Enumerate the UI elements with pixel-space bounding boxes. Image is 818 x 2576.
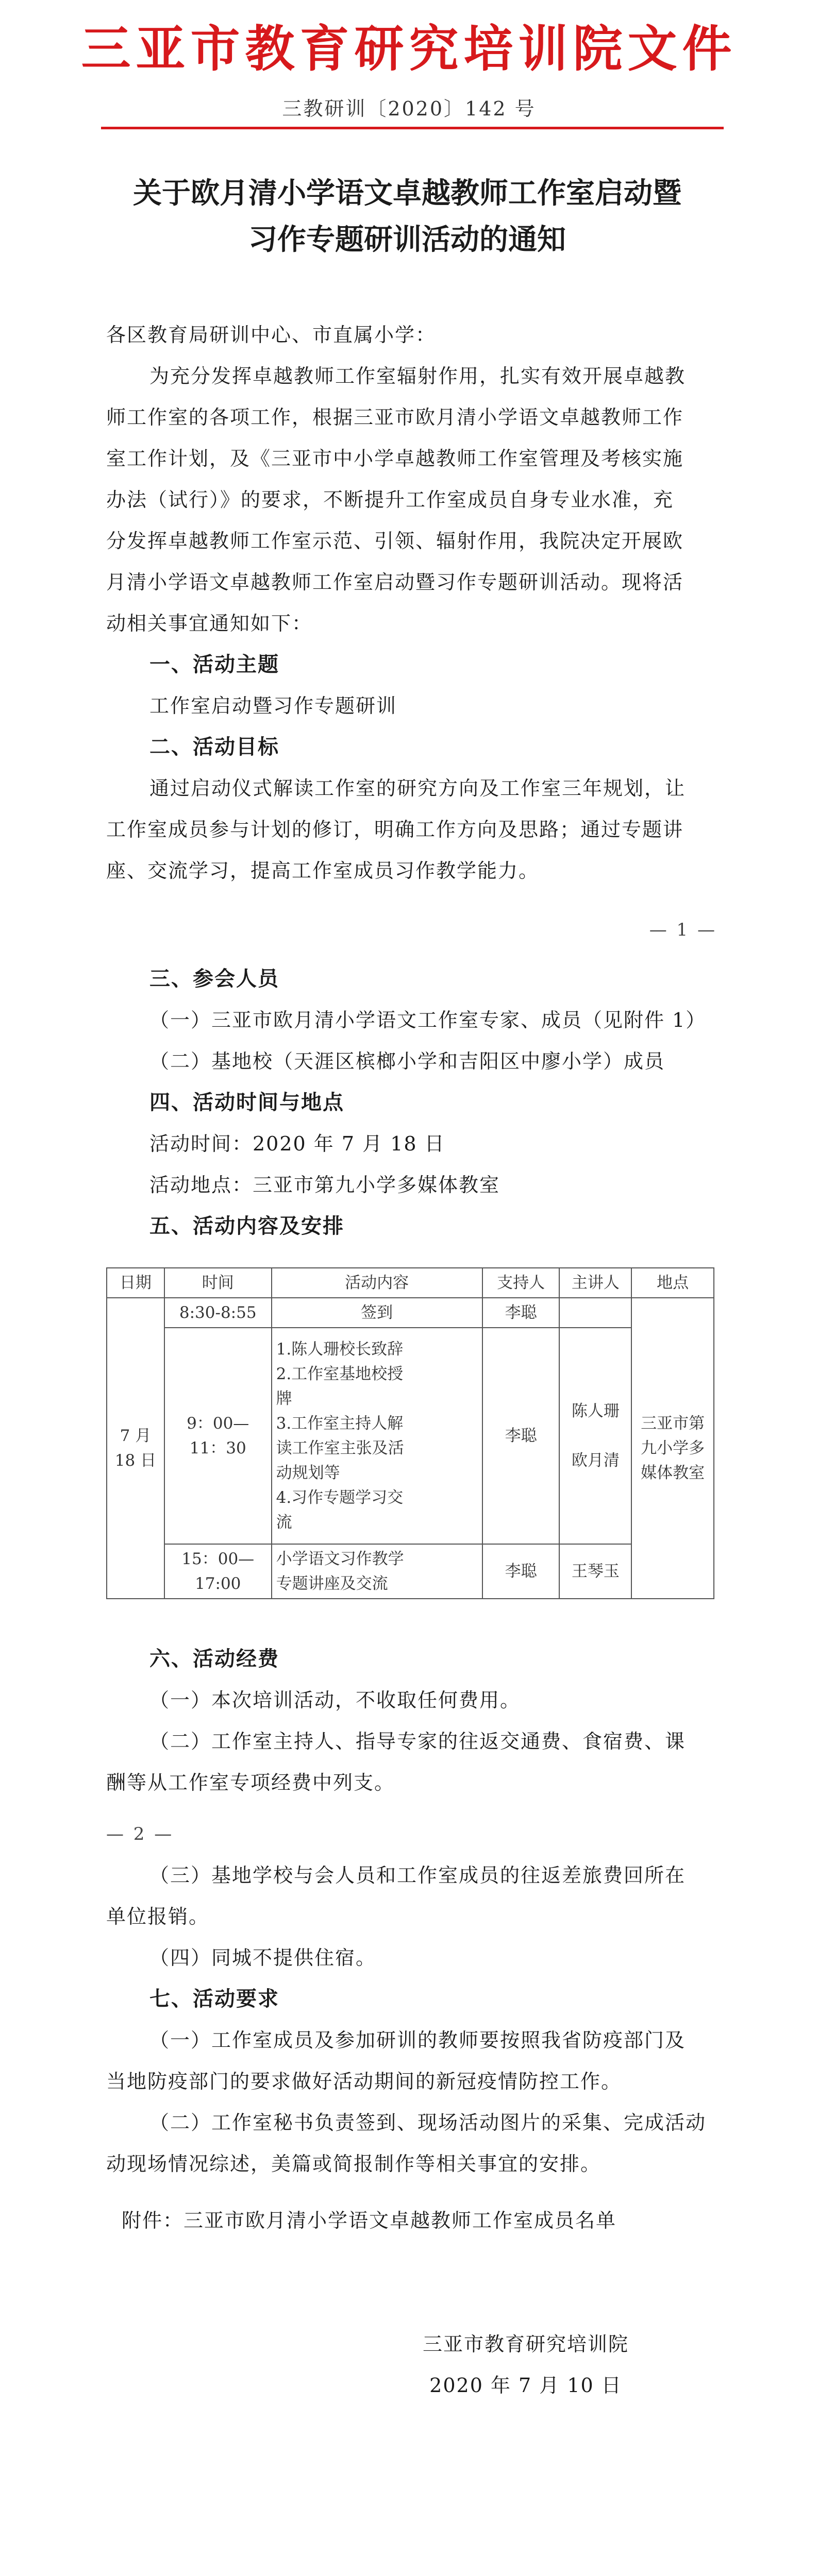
funding-item-2-line: （二）工作室主持人、指导专家的往返交通费、食宿费、课 — [149, 1730, 686, 1753]
table-header-cell: 支持人 — [482, 1268, 560, 1298]
section-2-line: 座、交流学习，提高工作室成员习作教学能力。 — [106, 859, 540, 882]
table-header-cell: 主讲人 — [559, 1268, 631, 1298]
intro-line: 办法（试行）》的要求，不断提升工作室成员自身专业水准，充 — [106, 488, 674, 511]
funding-item-3-line: （三）基地学校与会人员和工作室成员的往返差旅费回所在 — [149, 1864, 686, 1887]
table-header-cell: 活动内容 — [272, 1268, 482, 1298]
table-cell-host: 李聪 — [482, 1298, 560, 1328]
table-row — [107, 1328, 714, 1544]
signature-org: 三亚市教育研究培训院 — [422, 2333, 629, 2355]
table-header-cell: 时间 — [164, 1268, 272, 1298]
table-header-row — [107, 1268, 714, 1298]
section-2-heading: 二、活动目标 — [149, 735, 279, 759]
intro-paragraph — [106, 355, 712, 644]
notice-title — [119, 170, 696, 263]
table-cell-time: 9：00— 11：30 — [164, 1328, 272, 1544]
funding-item-3-line: 单位报销。 — [106, 1905, 210, 1928]
requirement-item-2-line: （二）工作室秘书负责签到、现场活动图片的采集、完成活动 — [149, 2111, 707, 2134]
section-1-heading: 一、活动主题 — [149, 652, 279, 676]
section-5-heading: 五、活动内容及安排 — [149, 1214, 344, 1238]
section-1-text: 工作室启动暨习作专题研训 — [149, 694, 397, 717]
intro-line: 分发挥卓越教师工作室示范、引领、辐射作用，我院决定开展欧 — [106, 530, 684, 552]
table-cell-host: 李聪 — [482, 1544, 560, 1599]
page-number-1: — 1 — — [649, 920, 717, 940]
funding-item-2 — [106, 1721, 712, 1803]
document-number: 三教研训〔2020〕142 号 — [282, 97, 536, 120]
requirement-item-1-line: （一）工作室成员及参加研训的教师要按照我省防疫部门及 — [149, 2029, 686, 2052]
table-cell-content: 签到 — [272, 1298, 482, 1328]
table-row — [107, 1544, 714, 1599]
section-2-line: 通过启动仪式解读工作室的研究方向及工作室三年规划，让 — [149, 777, 686, 800]
requirement-item-1-line: 当地防疫部门的要求做好活动期间的新冠疫情防控工作。 — [106, 2070, 622, 2093]
funding-item-1: （一）本次培训活动，不收取任何费用。 — [149, 1689, 521, 1711]
table-cell-host: 李聪 — [482, 1328, 560, 1544]
funding-item-2-line: 酬等从工作室专项经费中列支。 — [106, 1771, 395, 1794]
intro-line: 师工作室的各项工作，根据三亚市欧月清小学语文卓越教师工作 — [106, 406, 684, 429]
table-cell-speaker: 王琴玉 — [559, 1544, 631, 1599]
table-cell-date: 7 月 18 日 — [107, 1298, 164, 1599]
funding-item-3 — [106, 1855, 712, 1937]
notice-title-line-2: 习作专题研训活动的通知 — [248, 223, 566, 257]
table-header-cell: 日期 — [107, 1268, 164, 1298]
salutation: 各区教育局研训中心、市直属小学： — [106, 324, 437, 346]
table-cell-location: 三亚市第 九小学多 媒体教室 — [631, 1298, 714, 1599]
activity-place: 活动地点：三亚市第九小学多媒体教室 — [149, 1174, 500, 1196]
requirement-item-1 — [106, 2020, 712, 2102]
activity-time: 活动时间：2020 年 7 月 18 日 — [149, 1132, 445, 1155]
schedule-table — [106, 1267, 714, 1599]
participant-item-2: （二）基地校（天涯区槟榔小学和吉阳区中廖小学）成员 — [149, 1050, 665, 1073]
intro-line: 室工作计划，及《三亚市中小学卓越教师工作室管理及考核实施 — [106, 447, 684, 470]
table-row — [107, 1298, 714, 1328]
intro-line: 月清小学语文卓越教师工作室启动暨习作专题研训活动。现将活 — [106, 571, 684, 594]
requirement-item-2-line: 动现场情况综述，美篇或简报制作等相关事宜的安排。 — [106, 2153, 602, 2175]
section-2-line: 工作室成员参与计划的修订，明确工作方向及思路；通过专题讲 — [106, 818, 684, 841]
funding-item-4: （四）同城不提供住宿。 — [149, 1946, 377, 1969]
document-header-title: 三亚市教育研究培训院文件 — [81, 20, 737, 78]
table-cell-speaker: 陈人珊 欧月清 — [559, 1328, 631, 1544]
attachment-note: 附件：三亚市欧月清小学语文卓越教师工作室成员名单 — [122, 2209, 617, 2232]
requirement-item-2 — [106, 2102, 712, 2184]
intro-line: 为充分发挥卓越教师工作室辐射作用，扎实有效开展卓越教 — [149, 365, 686, 387]
header-red-divider — [101, 127, 724, 129]
section-3-heading: 三、参会人员 — [149, 967, 279, 991]
section-7-heading: 七、活动要求 — [149, 1987, 279, 2011]
table-cell-time: 15：00— 17:00 — [164, 1544, 272, 1599]
section-2-text — [106, 768, 712, 891]
table-cell-speaker — [559, 1298, 631, 1328]
table-cell-time: 8:30-8:55 — [164, 1298, 272, 1328]
table-cell-content: 1.陈人珊校长致辞 2.工作室基地校授 牌 3.工作室主持人解 读工作室主张及活 动规划等 4.习作专题学习交 流 — [272, 1328, 482, 1544]
table-header-cell: 地点 — [631, 1268, 714, 1298]
section-4-heading: 四、活动时间与地点 — [149, 1090, 344, 1114]
signature-date: 2020 年 7 月 10 日 — [429, 2374, 622, 2397]
intro-line: 动相关事宜通知如下： — [106, 612, 313, 635]
section-6-heading: 六、活动经费 — [149, 1647, 279, 1671]
participant-item-1: （一）三亚市欧月清小学语文工作室专家、成员（见附件 1） — [149, 1009, 707, 1031]
table-cell-content: 小学语文习作教学 专题讲座及交流 — [272, 1544, 482, 1599]
notice-title-line-1: 关于欧月清小学语文卓越教师工作室启动暨 — [133, 176, 681, 210]
page-number-2: — 2 — — [106, 1824, 174, 1844]
